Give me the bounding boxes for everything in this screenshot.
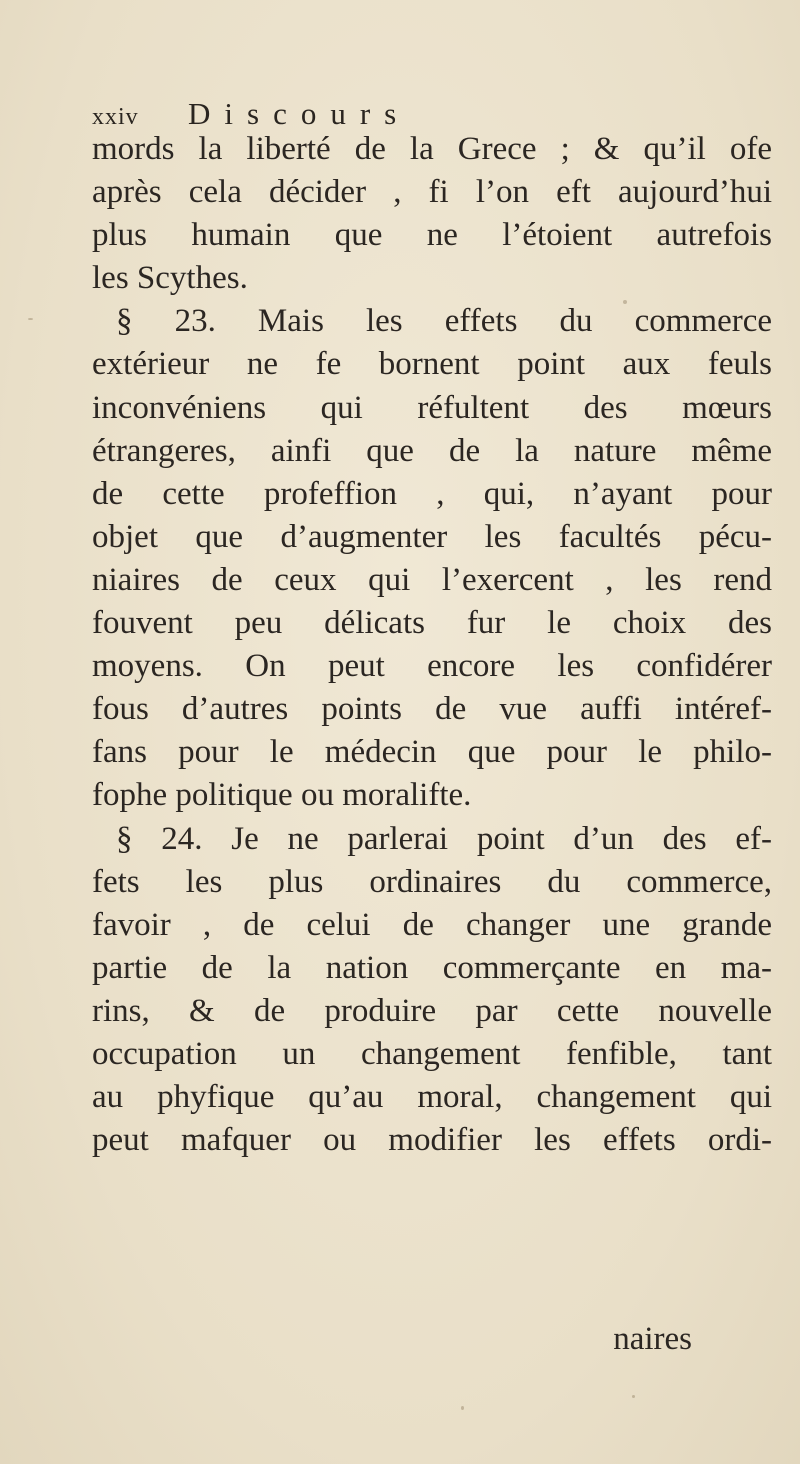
text-line: peut mafquer ou modifier les effets ordi- xyxy=(92,1122,772,1159)
text-line: rins, & de produire par cette nouvelle xyxy=(92,992,772,1029)
text-line: au phyfique qu’au moral, changement qui xyxy=(92,1079,772,1116)
text-line: fophe politique ou moralifte. xyxy=(92,777,472,814)
text-line: favoir , de celui de changer une grande xyxy=(92,906,772,943)
page-number: xxiv xyxy=(92,104,139,130)
running-title: Discours xyxy=(188,96,411,131)
text-line: § 23. Mais les effets du commerce xyxy=(116,303,772,340)
text-line: après cela décider , fi l’on eft aujourd’hui xyxy=(92,174,772,211)
catchword: naires xyxy=(613,1321,692,1357)
paper-speck xyxy=(623,300,627,304)
paper-speck xyxy=(28,318,33,320)
body-text xyxy=(92,128,772,1162)
text-line: fouvent peu délicats fur le choix des xyxy=(92,605,772,642)
text-line: étrangeres, ainfi que de la nature même xyxy=(92,432,772,469)
text-line: de cette profeffion , qui, n’ayant pour xyxy=(92,475,772,512)
text-line: fets les plus ordinaires du commerce, xyxy=(92,863,772,900)
text-line: moyens. On peut encore les confidérer xyxy=(92,648,772,685)
text-line: inconvéniens qui réfultent des mœurs xyxy=(92,389,772,426)
text-line: objet que d’augmenter les facultés pécu- xyxy=(92,518,772,555)
page-header xyxy=(92,96,410,132)
text-line: les Scythes. xyxy=(92,260,248,297)
text-line: plus humain que ne l’étoient autrefois xyxy=(92,217,772,254)
text-line: niaires de ceux qui l’exercent , les rend xyxy=(92,561,772,598)
text-line: partie de la nation commerçante en ma- xyxy=(92,949,772,986)
text-line: § 24. Je ne parlerai point d’un des ef- xyxy=(116,820,772,857)
text-line: fans pour le médecin que pour le philo- xyxy=(92,734,772,771)
text-line: extérieur ne fe bornent point aux feuls xyxy=(92,346,772,383)
text-line: fous d’autres points de vue auffi intéref- xyxy=(92,691,772,728)
paper-speck xyxy=(632,1395,635,1398)
paper-speck xyxy=(461,1406,464,1410)
text-line: mords la liberté de la Grece ; & qu’il ofe xyxy=(92,131,772,167)
text-line: occupation un changement fenfible, tant xyxy=(92,1035,772,1072)
